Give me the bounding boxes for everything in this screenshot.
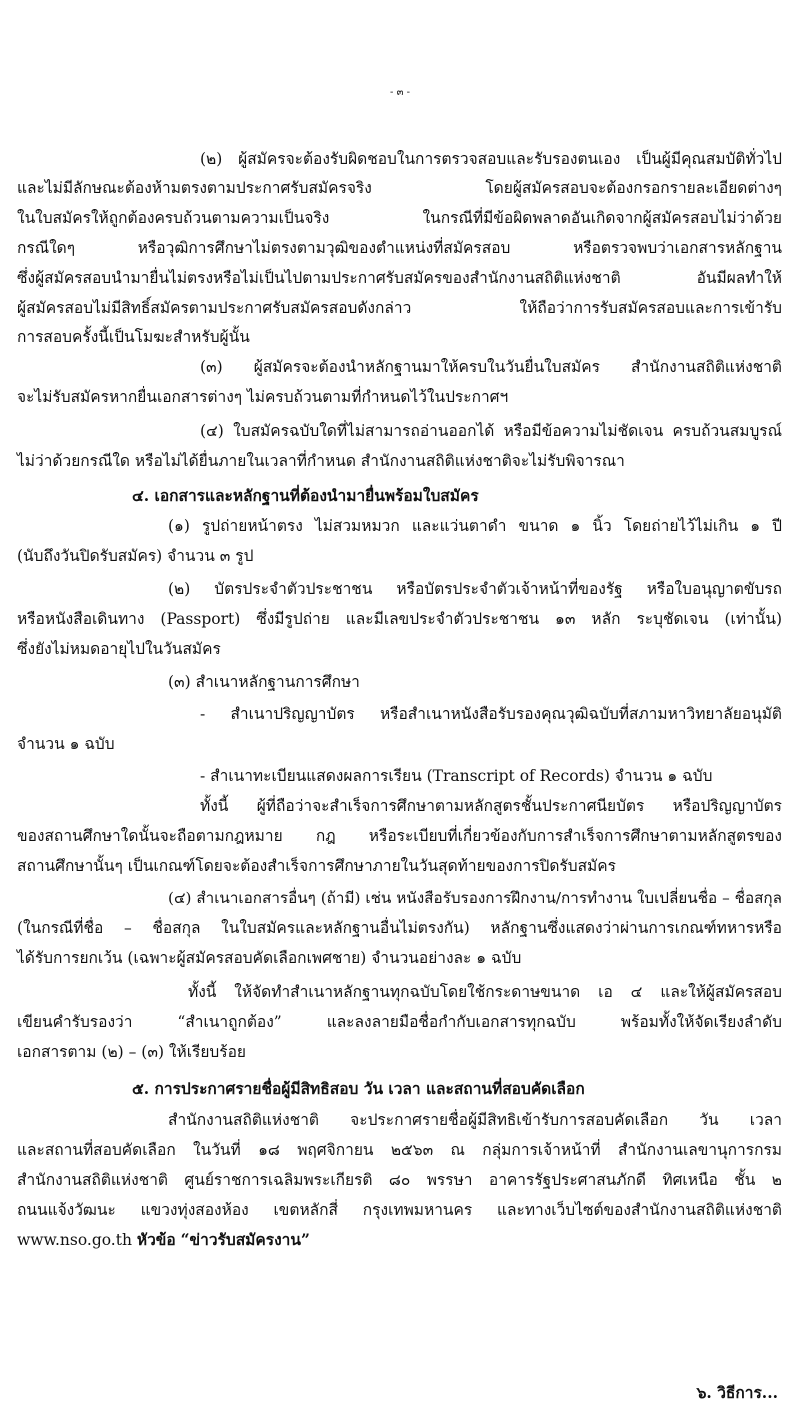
paragraph-line: ซึ่งยังไม่หมดอายุไปในวันสมัคร	[17, 640, 221, 658]
paragraph-line: สำนักงานสถิติแห่งชาติ ศูนย์ราชการเฉลิมพระเกียรติ ๘๐ พรรษา อาคารรัฐประศาสนภักดี ทิศเหนือ ชั้น ๒	[17, 1171, 782, 1189]
paragraph-line: จำนวน ๑ ฉบับ	[17, 735, 115, 753]
paragraph-line: สถานศึกษานั้นๆ เป็นเกณฑ์โดยจะต้องสำเร็จการศึกษาภายในวันสุดท้ายของการปิดรับสมัคร	[17, 857, 616, 875]
paragraph-line: หรือหนังสือเดินทาง (Passport) ซึ่งมีรูปถ่าย และมีเลขประจำตัวประชาชน ๑๓ หลัก ระบุชัดเจน (เท่านั้น)	[17, 610, 782, 628]
paragraph-line	[17, 1229, 310, 1251]
paragraph-line: ทั้งนี้ ผู้ที่ถือว่าจะสำเร็จการศึกษาตามหลักสูตรชั้นประกาศนียบัตร หรือปริญญาบัตร	[200, 797, 782, 815]
page-number: - ๓ -	[390, 87, 410, 98]
paragraph-line: ไม่ว่าด้วยกรณีใด หรือไม่ได้ยื่นภายในเวลาที่กำหนด สำนักงานสถิติแห่งชาติจะไม่รับพิจารณา	[17, 452, 625, 470]
paragraph-line: (๒) ผู้สมัครจะต้องรับผิดชอบในการตรวจสอบและรับรองตนเอง เป็นผู้มีคุณสมบัติทั่วไป	[200, 150, 782, 168]
paragraph-line: - สำเนาทะเบียนแสดงผลการเรียน (Transcript of Records) จำนวน ๑ ฉบับ	[200, 767, 713, 785]
continuation-text: ๖. วิธีการ...	[696, 1383, 778, 1402]
paragraph-line: ซึ่งผู้สมัครสอบนำมายื่นไม่ตรงหรือไม่เป็นไปตามประกาศรับสมัครของสำนักงานสถิติแห่งชาติ อันมีผลทำให้	[17, 269, 782, 287]
paragraph-line: เขียนคำรับรองว่า “สำเนาถูกต้อง” และลงลายมือชื่อกำกับเอกสารทุกฉบับ พร้อมทั้งให้จัดเรียงลำดับ	[17, 1013, 782, 1031]
paragraph-line: ได้รับการยกเว้น (เฉพาะผู้สมัครสอบคัดเลือกเพศชาย) จำนวนอย่างละ ๑ ฉบับ	[17, 949, 522, 967]
topic-value: “ข่าวรับสมัครงาน”	[180, 1230, 310, 1249]
paragraph-line: ทั้งนี้ ให้จัดทำสำเนาหลักฐานทุกฉบับโดยใช้กระดาษขนาด เอ ๔ และให้ผู้สมัครสอบ	[188, 983, 782, 1001]
paragraph-line: จะไม่รับสมัครหากยื่นเอกสารต่างๆ ไม่ครบถ้วนตามที่กำหนดไว้ในประกาศฯ	[17, 388, 509, 406]
section-heading: ๕. การประกาศรายชื่อผู้มีสิทธิสอบ วัน เวลา และสถานที่สอบคัดเลือก	[132, 1079, 585, 1098]
paragraph-line: (๔) สำเนาเอกสารอื่นๆ (ถ้ามี) เช่น หนังสือรับรองการฝึกงาน/การทำงาน ใบเปลี่ยนชื่อ – ชื่อสกุล	[168, 889, 782, 907]
paragraph-line: (ในกรณีที่ชื่อ – ชื่อสกุล ในใบสมัครและหลักฐานอื่นไม่ตรงกัน) หลักฐานซึ่งแสดงว่าผ่านการเกณฑ์ทหารหรือ	[17, 919, 782, 937]
section-heading: ๔. เอกสารและหลักฐานที่ต้องนำมายื่นพร้อมใบสมัคร	[132, 486, 479, 505]
paragraph-line: ในใบสมัครให้ถูกต้องครบถ้วนตามความเป็นจริง ในกรณีที่มีข้อผิดพลาดอันเกิดจากผู้สมัครสอบไม่ว่าด้วย	[17, 209, 782, 227]
paragraph-line: ผู้สมัครสอบไม่มีสิทธิ์สมัครตามประกาศรับสมัครสอบดังกล่าว ให้ถือว่าการรับสมัครสอบและการเข้ารับ	[17, 299, 782, 317]
paragraph-line: - สำเนาปริญญาบัตร หรือสำเนาหนังสือรับรองคุณวุฒิฉบับที่สภามหาวิทยาลัยอนุมัติ	[200, 705, 782, 723]
paragraph-line: กรณีใดๆ หรือวุฒิการศึกษาไม่ตรงตามวุฒิของตำแหน่งที่สมัครสอบ หรือตรวจพบว่าเอกสารหลักฐาน	[17, 239, 782, 257]
paragraph-line: (๔) ใบสมัครฉบับใดที่ไม่สามารถอ่านออกได้ หรือมีข้อความไม่ชัดเจน ครบถ้วนสมบูรณ์	[200, 422, 782, 440]
paragraph-line: เอกสารตาม (๒) – (๓) ให้เรียบร้อย	[17, 1043, 246, 1061]
paragraph-line: การสอบครั้งนี้เป็นโมฆะสำหรับผู้นั้น	[17, 328, 250, 346]
paragraph-line: (๒) บัตรประจำตัวประชาชน หรือบัตรประจำตัวเจ้าหน้าที่ของรัฐ หรือใบอนุญาตขับรถ	[168, 580, 782, 598]
paragraph-line: ของสถานศึกษาใดนั้นจะถือตามกฎหมาย กฎ หรือระเบียบที่เกี่ยวข้องกับการสำเร็จการศึกษาตามหลักสูตรของ	[17, 827, 782, 845]
website-url: www.nso.go.th	[17, 1231, 132, 1249]
paragraph-line: และสถานที่สอบคัดเลือก ในวันที่ ๑๘ พฤศจิกายน ๒๕๖๓ ณ กลุ่มการเจ้าหน้าที่ สำนักงานเลขานุการกรม	[17, 1141, 782, 1159]
topic-label: หัวข้อ	[136, 1230, 176, 1249]
paragraph-line: ถนนแจ้งวัฒนะ แขวงทุ่งสองห้อง เขตหลักสี่ กรุงเทพมหานคร และทางเว็บไซต์ของสำนักงานสถิติแห่งชาติ	[17, 1201, 782, 1219]
paragraph-line: สำนักงานสถิติแห่งชาติ จะประกาศรายชื่อผู้มีสิทธิเข้ารับการสอบคัดเลือก วัน เวลา	[168, 1111, 782, 1129]
paragraph-line: และไม่มีลักษณะต้องห้ามตรงตามประกาศรับสมัครจริง โดยผู้สมัครสอบจะต้องกรอกรายละเอียดต่างๆ	[17, 179, 782, 197]
paragraph-line: (๓) ผู้สมัครจะต้องนำหลักฐานมาให้ครบในวันยื่นใบสมัคร สำนักงานสถิติแห่งชาติ	[200, 358, 782, 376]
paragraph-line: (๓) สำเนาหลักฐานการศึกษา	[168, 673, 360, 691]
paragraph-line: (นับถึงวันปิดรับสมัคร) จำนวน ๓ รูป	[17, 547, 254, 565]
paragraph-line: (๑) รูปถ่ายหน้าตรง ไม่สวมหมวก และแว่นตาดำ ขนาด ๑ นิ้ว โดยถ่ายไว้ไม่เกิน ๑ ปี	[168, 517, 782, 535]
